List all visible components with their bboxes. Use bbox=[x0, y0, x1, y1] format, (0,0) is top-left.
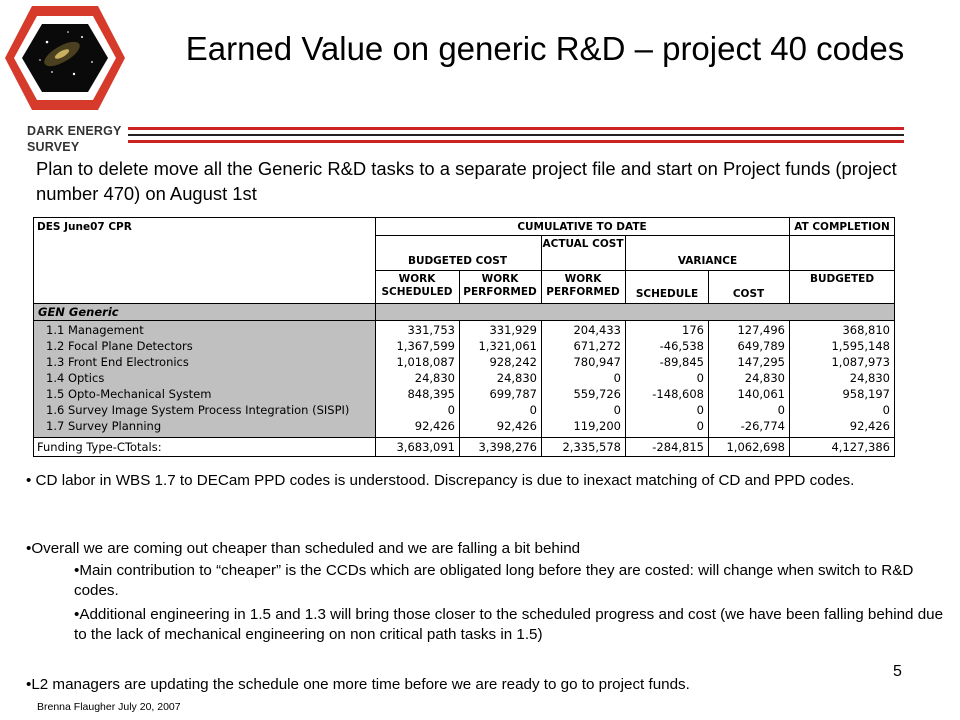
cell-schedule-variance: 0 bbox=[696, 371, 704, 385]
total-schedule-variance: -284,815 bbox=[652, 440, 704, 454]
at-completion-header: AT COMPLETION bbox=[794, 221, 890, 233]
row-label: 1.3 Front End Electronics bbox=[34, 355, 375, 369]
bullet-overall: •Overall we are coming out cheaper than scheduled and we are falling a bit behind bbox=[26, 540, 581, 557]
cell-work-performed: 699,787 bbox=[489, 387, 537, 401]
header-rule-top-red bbox=[128, 127, 904, 130]
grid-line bbox=[541, 320, 542, 456]
cell-work-performed: 24,830 bbox=[496, 371, 537, 385]
cell-actual-cost: 0 bbox=[613, 403, 621, 417]
header-rule-bottom-red bbox=[128, 140, 904, 143]
grid-line bbox=[459, 270, 460, 304]
sub-bullet-main-contribution: •Main contribution to “cheaper” is the CCDs which are obligated long before they are costed: will change when switch to R&D codes. bbox=[74, 562, 914, 599]
cell-budgeted-at-completion: 958,197 bbox=[842, 387, 890, 401]
total-budgeted-at-completion: 4,127,386 bbox=[831, 440, 890, 454]
cell-work-scheduled: 0 bbox=[447, 403, 455, 417]
row-label: 1.4 Optics bbox=[34, 371, 375, 385]
actual-cost-header: ACTUAL COST bbox=[542, 238, 624, 250]
cell-schedule-variance: 176 bbox=[682, 323, 704, 337]
group-row-background bbox=[34, 304, 894, 321]
cell-work-performed: 1,321,061 bbox=[478, 339, 537, 353]
header-rule-black bbox=[128, 134, 904, 136]
cell-work-scheduled: 848,395 bbox=[407, 387, 455, 401]
logo-text-line2: SURVEY bbox=[27, 140, 80, 154]
grid-line bbox=[789, 218, 790, 304]
report-title: DES June07 CPR bbox=[37, 221, 132, 233]
cell-work-performed: 928,242 bbox=[489, 355, 537, 369]
cell-schedule-variance: -89,845 bbox=[659, 355, 704, 369]
cell-work-performed: 331,929 bbox=[489, 323, 537, 337]
cell-actual-cost: 0 bbox=[613, 371, 621, 385]
total-actual-cost: 2,335,578 bbox=[562, 440, 621, 454]
budgeted-header: BUDGETED bbox=[809, 273, 875, 285]
total-work-performed: 3,398,276 bbox=[478, 440, 537, 454]
cell-schedule-variance: 0 bbox=[696, 403, 704, 417]
cell-schedule-variance: -148,608 bbox=[652, 387, 704, 401]
row-label: 1.6 Survey Image System Process Integration (SISPI) bbox=[34, 403, 375, 417]
grid-line bbox=[625, 235, 626, 304]
cell-budgeted-at-completion: 1,595,148 bbox=[831, 339, 890, 353]
work-performed-actual-header: WORK PERFORMED bbox=[546, 273, 620, 298]
cell-work-scheduled: 1,367,599 bbox=[396, 339, 455, 353]
variance-header: VARIANCE bbox=[677, 255, 738, 267]
cell-cost-variance: 0 bbox=[777, 403, 785, 417]
grid-line bbox=[375, 218, 376, 456]
total-cost-variance: 1,062,698 bbox=[726, 440, 785, 454]
cell-work-scheduled: 92,426 bbox=[414, 419, 455, 433]
cell-work-performed: 0 bbox=[529, 403, 537, 417]
grid-line bbox=[625, 320, 626, 456]
grid-line bbox=[708, 320, 709, 456]
budgeted-cost-header: BUDGETED COST bbox=[407, 255, 508, 267]
grid-line bbox=[34, 303, 894, 304]
logo-text-line1: DARK ENERGY bbox=[27, 124, 122, 138]
cell-cost-variance: 140,061 bbox=[737, 387, 785, 401]
work-performed-header: WORK PERFORMED bbox=[463, 273, 537, 298]
cell-work-performed: 92,426 bbox=[496, 419, 537, 433]
cell-actual-cost: 671,272 bbox=[573, 339, 621, 353]
page-number: 5 bbox=[893, 663, 902, 680]
cell-budgeted-at-completion: 1,087,973 bbox=[831, 355, 890, 369]
totals-label: Funding Type-CTotals: bbox=[37, 440, 162, 454]
cell-actual-cost: 559,726 bbox=[573, 387, 621, 401]
slide-subtitle: Plan to delete move all the Generic R&D tasks to a separate project file and start on Project funds (project number 470) on August 1st bbox=[36, 158, 897, 204]
row-label: 1.5 Opto-Mechanical System bbox=[34, 387, 375, 401]
cell-actual-cost: 204,433 bbox=[573, 323, 621, 337]
grid-line bbox=[375, 270, 894, 271]
cell-schedule-variance: -46,538 bbox=[659, 339, 704, 353]
cell-budgeted-at-completion: 368,810 bbox=[842, 323, 890, 337]
cell-work-scheduled: 24,830 bbox=[414, 371, 455, 385]
cell-cost-variance: 147,295 bbox=[737, 355, 785, 369]
bullet-cd-labor: • CD labor in WBS 1.7 to DECam PPD codes is understood. Discrepancy is due to inexact matching of CD and PPD codes. bbox=[26, 472, 855, 489]
grid-line bbox=[459, 320, 460, 456]
grid-line bbox=[708, 270, 709, 304]
grid-line bbox=[790, 235, 894, 236]
group-label: GEN Generic bbox=[38, 305, 119, 319]
footer-author-date: Brenna Flaugher July 20, 2007 bbox=[37, 701, 181, 713]
sub-bullet-additional-engineering: •Additional engineering in 1.5 and 1.3 will bring those closer to the scheduled progress and cost (we have been falling behind due to the lack of mechanical engineering on non critical path tasks in 1.5) bbox=[74, 606, 944, 643]
cell-schedule-variance: 0 bbox=[696, 419, 704, 433]
cell-cost-variance: -26,774 bbox=[740, 419, 785, 433]
grid-line bbox=[375, 235, 789, 236]
schedule-header: SCHEDULE bbox=[635, 288, 699, 300]
row-label: 1.7 Survey Planning bbox=[34, 419, 375, 433]
cpr-table bbox=[33, 217, 895, 457]
slide-title: Earned Value on generic R&D – project 40 codes bbox=[185, 30, 905, 67]
total-work-scheduled: 3,683,091 bbox=[396, 440, 455, 454]
work-scheduled-header: WORK SCHEDULED bbox=[381, 273, 453, 298]
row-label: 1.1 Management bbox=[34, 323, 375, 337]
cell-budgeted-at-completion: 92,426 bbox=[849, 419, 890, 433]
cell-cost-variance: 649,789 bbox=[737, 339, 785, 353]
grid-line bbox=[34, 320, 894, 321]
cell-budgeted-at-completion: 0 bbox=[882, 403, 890, 417]
cell-budgeted-at-completion: 24,830 bbox=[849, 371, 890, 385]
grid-line bbox=[541, 235, 542, 304]
cell-actual-cost: 119,200 bbox=[573, 419, 621, 433]
grid-line bbox=[789, 320, 790, 456]
grid-line bbox=[34, 437, 894, 438]
bullet-l2-managers: •L2 managers are updating the schedule one more time before we are ready to go to project funds. bbox=[26, 676, 690, 693]
cost-header: COST bbox=[732, 288, 765, 300]
cell-cost-variance: 127,496 bbox=[737, 323, 785, 337]
cell-work-scheduled: 1,018,087 bbox=[396, 355, 455, 369]
cell-actual-cost: 780,947 bbox=[573, 355, 621, 369]
cell-cost-variance: 24,830 bbox=[744, 371, 785, 385]
cumulative-header: CUMULATIVE TO DATE bbox=[517, 221, 647, 233]
cell-work-scheduled: 331,753 bbox=[407, 323, 455, 337]
row-label: 1.2 Focal Plane Detectors bbox=[34, 339, 375, 353]
